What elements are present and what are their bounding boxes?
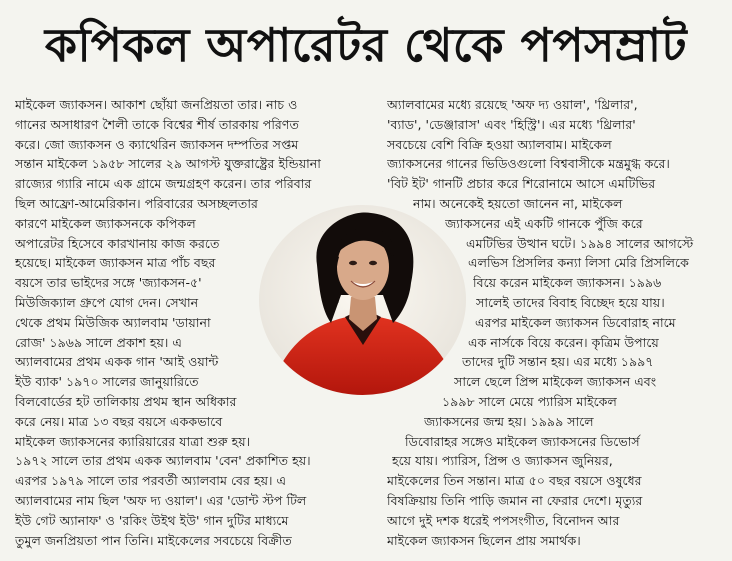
left-line: কারণে মাইকেল জ্যাকসনকে কপিকল [15, 215, 196, 231]
right-line: এমটিভির উত্থান ঘটে। ১৯৯৪ সালের আগস্টে [466, 235, 694, 251]
michael-jackson-photo [259, 205, 466, 395]
right-line: অ্যালবামের মধ্যে রয়েছে 'অফ দ্য ওয়াল', 'থ্রিলার', [387, 97, 638, 112]
left-line: রাজ্যের গ্যারি নামে এক গ্রামে জন্মগ্রহণ করেন। তার পরিবার [15, 176, 312, 192]
left-line: সন্তান মাইকেল ১৯৫৮ সালের ২৯ আগস্ট যুক্তরাষ্ট্রের ইন্ডিয়ানা [15, 156, 321, 172]
left-line: ১৯৭২ সালে তার প্রথম একক অ্যালবাম 'বেন' প্রকাশিত হয়। [15, 453, 311, 469]
right-line: ডিবোরাহর সঙ্গেও মাইকেল জ্যাকসনের ডিভোর্স [405, 433, 640, 449]
left-line: মাইকেল জ্যাকসন। আকাশ ছোঁয়া জনপ্রিয়তা তার। নাচ ও [15, 97, 298, 112]
left-line: বয়সে তার ভাইদের সঙ্গে 'জ্যাকসন-৫' [15, 275, 202, 291]
right-line: সালেই তাদের বিবাহ বিচ্ছেদ হয়ে যায়। [476, 295, 665, 310]
left-line: মিউজিক্যাল গ্রুপে যোগ দেন। সেখান [15, 295, 199, 310]
left-line: অ্যালবামের প্রথম একক গান 'আই ওয়ান্ট [15, 354, 219, 370]
right-line: এরপর মাইকেল জ্যাকসন ডিবোরাহ নামে [475, 314, 676, 330]
right-line: বিষক্রিয়ায় তিনি পাড়ি জমান না ফেরার দেশে। মৃত্যুর [387, 493, 643, 508]
right-line: জ্যাকসনের গানের ভিডিওগুলো বিশ্ববাসীকে মন্ত্রমুগ্ধ করে। [387, 156, 670, 172]
right-line: এক নার্সকে বিয়ে করেন। কৃত্রিম উপায়ে [468, 334, 659, 350]
right-line: হয়ে যায়। প্যারিস, প্রিন্স ও জ্যাকসন জুনিয়র, [392, 453, 613, 469]
left-line: ইউ ব্যাক' ১৯৭০ সালের জানুয়ারিতে [15, 374, 199, 390]
right-line: 'বিট ইট' গানটি প্রচার করে শিরোনামে আসে এমটিভির [387, 176, 656, 192]
portrait-illustration [259, 205, 466, 395]
right-line: আগে দুই দশক ধরেই পপসংগীত, বিনোদন আর [387, 512, 620, 528]
left-line: রোজ' ১৯৬৯ সালে প্রকাশ হয়। এ [15, 334, 182, 350]
right-line: তাদের দুটি সন্তান হয়। এর মধ্যে ১৯৯৭ [462, 354, 654, 370]
right-line: বিয়ে করেন মাইকেল জ্যাকসন। ১৯৯৬ [473, 275, 662, 291]
right-line: মাইকেলের তিন সন্তান। মাত্র ৫০ বছর বয়সে ওষুধের [387, 473, 642, 489]
left-line: মাইকেল জ্যাকসনের ক্যারিয়ারের যাত্রা শুরু হয়। [15, 433, 251, 449]
left-line: করে। জো জ্যাকসন ও ক্যাথেরিন জ্যাকসন দম্পতির সপ্তম [15, 136, 299, 152]
right-line: জ্যাকসনের জন্ম হয়। ১৯৯৯ সালে [424, 413, 594, 429]
left-line: অ্যালবামের নাম ছিল 'অফ দ্য ওয়াল'। এর 'ডোন্ট স্টপ টিল [15, 493, 307, 508]
left-line: ছিল আফ্রো-আমেরিকান। পরিবারের অসচ্ছলতার [15, 196, 258, 211]
left-line: ইউ গেট অ্যানাফ' ও 'রকিং উইথ ইউ' গান দুটির মাধ্যমে [15, 512, 289, 528]
left-line: বিলবোর্ডের হট তালিকায় প্রথম স্থান অধিকার [15, 394, 237, 409]
right-line: মাইকেল জ্যাকসন ছিলেন প্রায় সমার্থক। [387, 532, 581, 548]
right-line: 'ব্যাড', 'ডেঞ্জারাস' এবং 'হিস্ট্রি'। এর মধ্যে 'থ্রিলার' [387, 116, 636, 132]
right-line: সালে ছেলে প্রিন্স মাইকেল জ্যাকসন এবং [454, 374, 657, 390]
left-line: গানের অসাধারণ শৈলী তাকে বিশ্বের শীর্ষ তারকায় পরিণত [15, 116, 299, 132]
right-line: সবচেয়ে বেশি বিক্রি হওয়া অ্যালবাম। মাইকেল [387, 136, 612, 152]
right-line: ১৯৯৮ সালে মেয়ে প্যারিস মাইকেল [442, 394, 617, 409]
left-line: হয়েছে। মাইকেল জ্যাকসন মাত্র পাঁচ বছর [15, 255, 216, 271]
left-line: তুমুল জনপ্রিয়তা পান তিনি। মাইকেলের সবচেয়ে বিক্রীত [15, 532, 292, 548]
left-line: এরপর ১৯৭৯ সালে তার পরবর্তী অ্যালবাম বের হয়। এ [15, 473, 287, 489]
left-line: করে নেয়। মাত্র ১৩ বছর বয়সে এককভাবে [15, 413, 223, 429]
left-line: থেকে প্রথম মিউজিক অ্যালবাম 'ডায়ানা [15, 314, 211, 330]
left-line: অপারেটর হিসেবে কারখানায় কাজ করতে [15, 235, 220, 251]
right-line: নাম। অনেকেই হয়তো জানেন না, মাইকেল [413, 196, 623, 211]
right-line: এলভিস প্রিসলির কন্যা লিসা মেরি প্রিসলিকে [468, 255, 689, 271]
right-line: জ্যাকসনের এই একটি গানকে পুঁজি করে [445, 215, 643, 231]
headline: কপিকল অপারেটর থেকে পপসম্রাট [44, 18, 688, 72]
